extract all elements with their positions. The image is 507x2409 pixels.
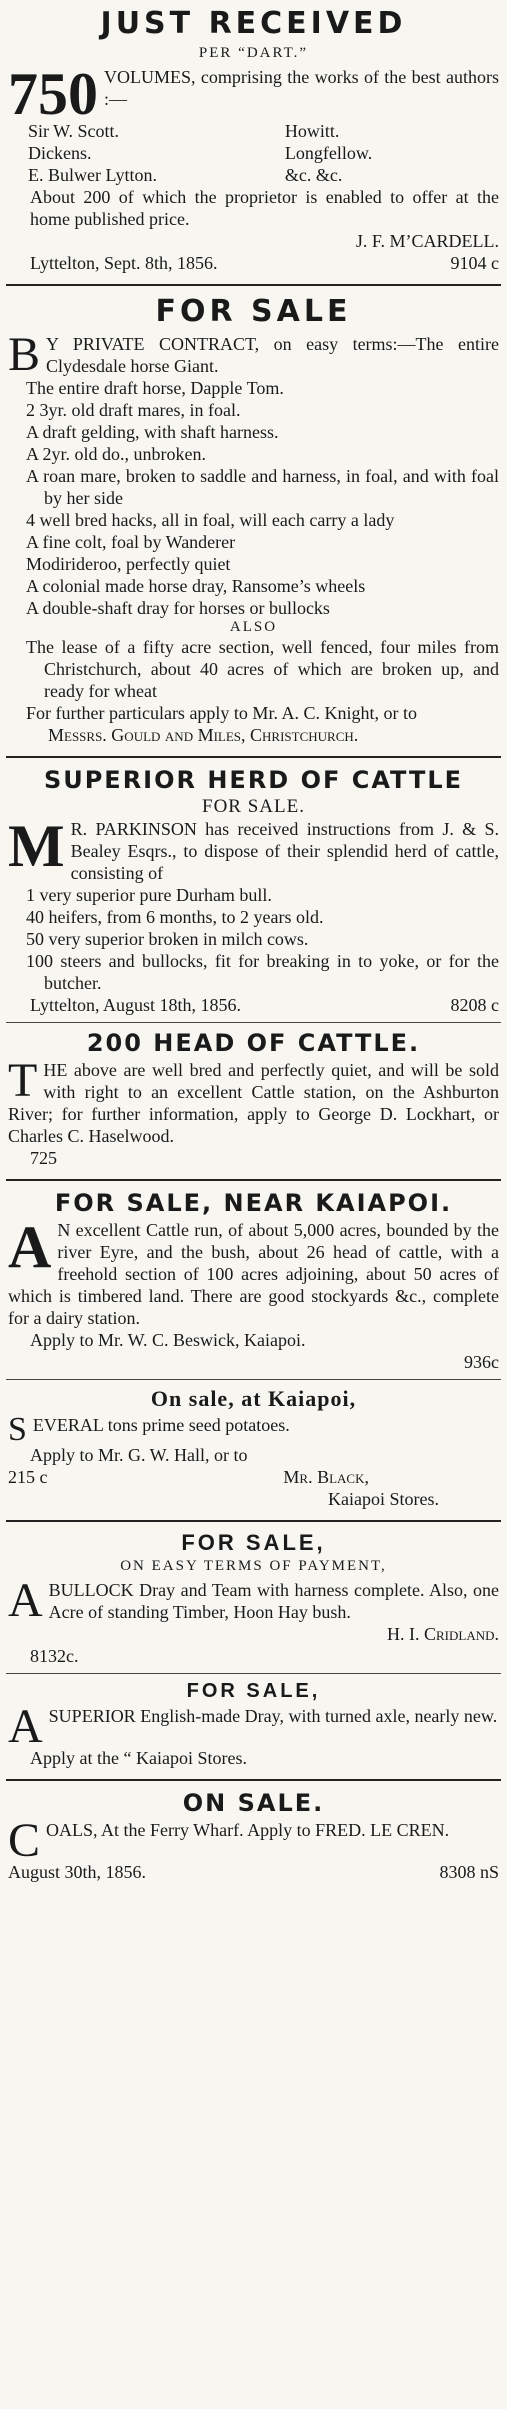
- drop-cap: S: [8, 1411, 27, 1448]
- divider: [6, 1179, 501, 1181]
- divider: [6, 1779, 501, 1781]
- divider: [6, 1520, 501, 1522]
- advert-title: FOR SALE,: [181, 1530, 326, 1555]
- advert-intro: R. PARKINSON has received instructions from J. & S. Bealey Esqrs., to dispose of their splendid herd of cattle, consisting of: [70, 819, 499, 883]
- author-item: Howitt.: [284, 121, 340, 141]
- drop-cap: A: [8, 1214, 52, 1280]
- author-list: [8, 120, 499, 186]
- advert-potatoes: [6, 1386, 501, 1510]
- author-item: Longfellow.: [284, 143, 373, 163]
- list-item: A fine colt, foal by Wanderer: [26, 532, 236, 552]
- advert-title: 200 HEAD OF CATTLE.: [86, 1029, 421, 1057]
- author-item: Dickens.: [28, 143, 92, 163]
- advert-body: OALS, At the Ferry Wharf. Apply to FRED. LE CREN.: [46, 1820, 450, 1840]
- advert-signature: J. F. M’CARDELL.: [355, 231, 499, 251]
- reference-number: 215 c: [8, 1467, 48, 1487]
- list-item: 4 well bred hacks, all in foal, will each carry a lady: [26, 510, 395, 530]
- drop-cap: B: [8, 328, 41, 381]
- author-item: &c. &c.: [284, 165, 343, 185]
- reference-number: 8132c.: [30, 1646, 79, 1666]
- drop-cap: M: [8, 813, 65, 879]
- advert-body: BULLOCK Dray and Team with harness complete. Also, one Acre of standing Timber, Hoon Hay bush.: [48, 1580, 499, 1622]
- advert-footer: [8, 1861, 499, 1883]
- advert-body: About 200 of which the proprietor is enabled to offer at the home published price.: [30, 187, 499, 229]
- advert-books: [6, 6, 501, 274]
- list-item: Modirideroo, perfectly quiet: [26, 554, 231, 574]
- advert-subtitle: FOR SALE.: [202, 796, 305, 817]
- big-number: 750: [8, 61, 98, 127]
- list-item: 100 steers and bullocks, fit for breaking in to yoke, or for the butcher.: [26, 951, 499, 993]
- reference-number: 936c: [464, 1352, 499, 1372]
- advert-body: SUPERIOR English-made Dray, with turned axle, nearly new.: [48, 1706, 498, 1726]
- apply-text: Apply to Mr. G. W. Hall, or to: [30, 1445, 248, 1465]
- list-item: 2 3yr. old draft mares, in foal.: [26, 400, 241, 420]
- reference-number: 8208 c: [450, 995, 499, 1015]
- lease-text: The lease of a fifty acre section, well fenced, four miles from Christchurch, about 40 acres of which are broken up, and ready for wheat: [26, 637, 499, 701]
- divider: [6, 756, 501, 758]
- drop-cap: T: [8, 1054, 38, 1107]
- apply-text: For further particulars apply to Mr. A. C. Knight, or to: [26, 703, 417, 723]
- author-item: E. Bulwer Lytton.: [28, 165, 157, 185]
- advert-english-dray: [6, 1680, 501, 1769]
- apply-text: Apply to Mr. W. C. Beswick, Kaiapoi.: [30, 1330, 306, 1350]
- list-item: A draft gelding, with shaft harness.: [26, 422, 279, 442]
- divider: [6, 1379, 501, 1380]
- drop-cap: A: [8, 1574, 43, 1627]
- apply-text: Apply at the “ Kaiapoi Stores.: [30, 1748, 247, 1768]
- list-item: A roan mare, broken to saddle and harness, in foal, and with foal by her side: [26, 466, 499, 508]
- advert-body: N excellent Cattle run, of about 5,000 acres, bounded by the river Eyre, and the bush, about 26 head of cattle, with a freehold section of 100 acres adjoining, about 50 acres of which is timbered land. There are good stockyards &c., complete for a dairy station.: [8, 1220, 499, 1328]
- newspaper-column: [6, 0, 501, 1883]
- advert-body: HE above are well bred and perfectly quiet, and will be sold with right to an excellent Cattle station, on the Ashburton River; for further information, apply to George D. Lockhart, or Charles C. Haselwood.: [8, 1060, 499, 1146]
- list-item: 40 heifers, from 6 months, to 2 years old.: [26, 907, 324, 927]
- list-item: The entire draft horse, Dapple Tom.: [26, 378, 284, 398]
- advert-title: SUPERIOR HERD OF CATTLE: [43, 766, 464, 794]
- divider: [6, 284, 501, 286]
- advert-title: FOR SALE, NEAR KAIAPOI.: [54, 1189, 453, 1217]
- list-item: A double-shaft dray for horses or bullocks: [26, 598, 330, 618]
- advert-subtitle: ON EASY TERMS OF PAYMENT,: [120, 1558, 387, 1574]
- list-item: 50 very superior broken in milch cows.: [26, 929, 309, 949]
- place-date: August 30th, 1856.: [8, 1862, 147, 1882]
- author-item: Sir W. Scott.: [28, 121, 120, 141]
- advert-intro: VOLUMES, comprising the works of the best authors :—: [104, 67, 499, 109]
- advert-footer: [8, 994, 499, 1016]
- contact-name: Mr. Black,: [283, 1467, 369, 1487]
- also-label: ALSO: [229, 619, 278, 635]
- advert-footer: [8, 1466, 499, 1488]
- advert-horses: [6, 294, 501, 746]
- advert-title: FOR SALE: [155, 294, 352, 329]
- drop-cap: A: [8, 1700, 43, 1753]
- advert-coals: [6, 1789, 501, 1883]
- divider: [6, 1673, 501, 1674]
- reference-number: 8308 nS: [439, 1862, 499, 1882]
- advert-title: ON SALE.: [182, 1789, 325, 1817]
- advert-cattle-herd: [6, 766, 501, 1016]
- list-item: A 2yr. old do., unbroken.: [26, 444, 206, 464]
- reference-number: 725: [30, 1148, 57, 1168]
- agents: Messrs. Gould and Miles, Christchurch.: [48, 725, 359, 745]
- place-date: Lyttelton, August 18th, 1856.: [30, 995, 242, 1015]
- advert-footer: [8, 252, 499, 274]
- advert-signature: H. I. Cridland.: [387, 1624, 499, 1644]
- drop-cap: C: [8, 1814, 41, 1867]
- advert-title: JUST RECEIVED: [100, 6, 407, 41]
- advert-body: EVERAL tons prime seed potatoes.: [32, 1415, 290, 1435]
- advert-200-cattle: [6, 1029, 501, 1169]
- advert-subtitle: PER “DART.”: [198, 45, 309, 61]
- list-item: 1 very superior pure Durham bull.: [26, 885, 272, 905]
- advert-title: FOR SALE,: [186, 1680, 321, 1702]
- divider: [6, 1022, 501, 1023]
- reference-number: 9104 c: [450, 253, 499, 273]
- advert-kaiapoi-run: [6, 1189, 501, 1373]
- advert-title: On sale, at Kaiapoi,: [150, 1386, 357, 1411]
- store-name: Kaiapoi Stores.: [328, 1489, 439, 1509]
- advert-bullock-dray: [6, 1530, 501, 1667]
- advert-intro: Y PRIVATE CONTRACT, on easy terms:—The entire Clydesdale horse Giant.: [46, 334, 499, 376]
- list-item: A colonial made horse dray, Ransome’s wheels: [26, 576, 366, 596]
- place-date: Lyttelton, Sept. 8th, 1856.: [30, 253, 218, 273]
